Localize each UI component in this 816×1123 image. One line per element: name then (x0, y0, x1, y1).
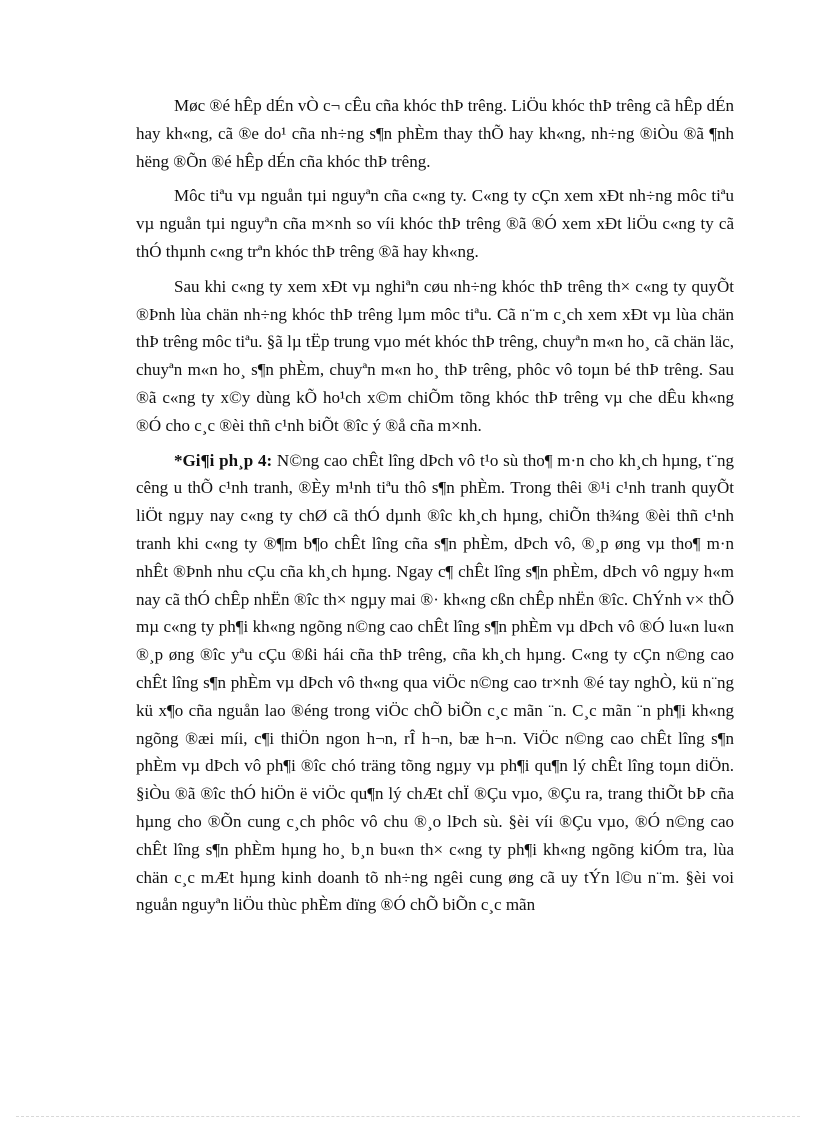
paragraph-solution-4 (136, 447, 734, 920)
paragraph-target-selection: Sau khi c«ng ty xem xÐt vµ nghiªn cøu nh÷ng khóc thÞ trêng th× c«ng ty quyÕt ®Þnh lùa chän nh÷ng khóc thÞ trêng lµm môc tiªu. Cã n¨m c¸ch xem xÐt vµ lùa chän thÞ trêng môc tiªu. §ã lµ tËp trung vµo mét khóc thÞ trêng, chuyªn m«n ho¸ cã chän läc, chuyªn m«n ho¸ s¶n phÈm, chuyªn m«n ho¸ thÞ trêng, phôc vô toµn bé thÞ trêng. Sau ®ã c«ng ty x©y dùng kÕ ho¹ch x©m chiÕm tõng khóc thÞ trêng vµ che dÊu kh«ng ®Ó cho c¸c ®èi thñ c¹nh biÕt ®îc ý ®å cña m×nh. (136, 276, 734, 435)
page-bottom-rule (16, 1116, 800, 1117)
solution-body: N©ng cao chÊt lîng dÞch vô t¹o sù tho¶ m·n cho kh¸ch hµng, t¨ng cêng u thÕ c¹nh tranh, ®Èy m¹nh tiªu thô s¶n phÈm. Trong thêi ®¹i c¹nh tranh quyÕt liÖt ngµy nay c«ng ty chØ cã thÓ dµnh ®îc kh¸ch hµng, chiÕn th¾ng ®èi thñ c¹nh tranh khi c«ng ty ®¶m b¶o chÊt lîng cña s¶n phÈm, dÞch vô, ®¸p øng vµ tho¶ m·n nhÊt ®Þnh nhu cÇu cña kh¸ch hµng. Ngay c¶ chÊt lîng s¶n phÈm, dÞch vô ngµy h«m nay cã thÓ chÊp nhËn ®îc th× ngµy mai ®· kh«ng cßn chÊp nhËn ®îc. ChÝnh v× thÕ mµ c«ng ty ph¶i kh«ng ngõng n©ng cao chÊt lîng s¶n phÈm vµ dÞch vô ®Ó lu«n lu«n ®¸p øng ®îc yªu cÇu ®ßi hái cña thÞ trêng, cña kh¸ch hµng. C«ng ty cÇn n©ng cao chÊt lîng s¶n phÈm vµ dÞch vô th«ng qua viÖc n©ng cao tr×nh ®é tay nghÒ, kü n¨ng kü x¶o cña nguån lao ®éng trong viÖc chÕ biÕn c¸c mãn ¨n. C¸c mãn ¨n ph¶i kh«ng ngõng ®æi míi, c¶i thiÖn ngon h¬n, rÎ h¬n, bæ h¬n. ViÖc n©ng cao chÊt lîng s¶n phÈm vµ dÞch vô ph¶i ®îc chó träng tõng ngµy vµ ph¶i qu¶n lý chÊt lîng toµn diÖn. §iÒu ®ã ®îc thÓ hiÖn ë viÖc qu¶n lý chÆt chÏ ®Çu vµo, ®Çu ra, trang thiÕt bÞ cña hµng cho ®Õn cung c¸ch phôc vô chu ®¸o lÞch sù. §èi víi ®Çu vµo, ®Ó n©ng cao chÊt lîng s¶n phÈm hµng ho¸ b¸n bu«n th× c«ng ty ph¶i kh«ng ngõng kiÓm tra, lùa chän c¸c mÆt hµng kinh doanh tõ nh÷ng ngêi cung øng cã uy tÝn l©u n¨m. §èi voi nguån nguyªn liÖu thùc phÈm dïng ®Ó chÕ biÕn c¸c mãn (136, 450, 734, 915)
solution-heading: *Gi¶i ph¸p 4: (174, 450, 273, 470)
paragraph-market-attractiveness: Møc ®é hÊp dÉn vÒ c¬ cÊu cña khóc thÞ trêng. LiÖu khóc thÞ trêng cã hÊp dÉn hay kh«ng, cã ®e do¹ cña nh÷ng s¶n phÈm thay thÕ hay kh«ng, nh÷ng ®iÒu ®ã ¶nh hëng ®Õn ®é hÊp dÉn cña khóc thÞ trêng. (136, 96, 734, 171)
paragraph-company-goals: Môc tiªu vµ nguån tµi nguyªn cña c«ng ty. C«ng ty cÇn xem xÐt nh÷ng môc tiªu vµ nguån tµi nguyªn cña m×nh so víi khóc thÞ trêng ®ã ®Ó xem xÐt liÖu c«ng ty cã thÓ thµnh c«ng trªn khóc thÞ trêng ®ã hay kh«ng. (136, 186, 734, 261)
document-body (136, 92, 734, 919)
